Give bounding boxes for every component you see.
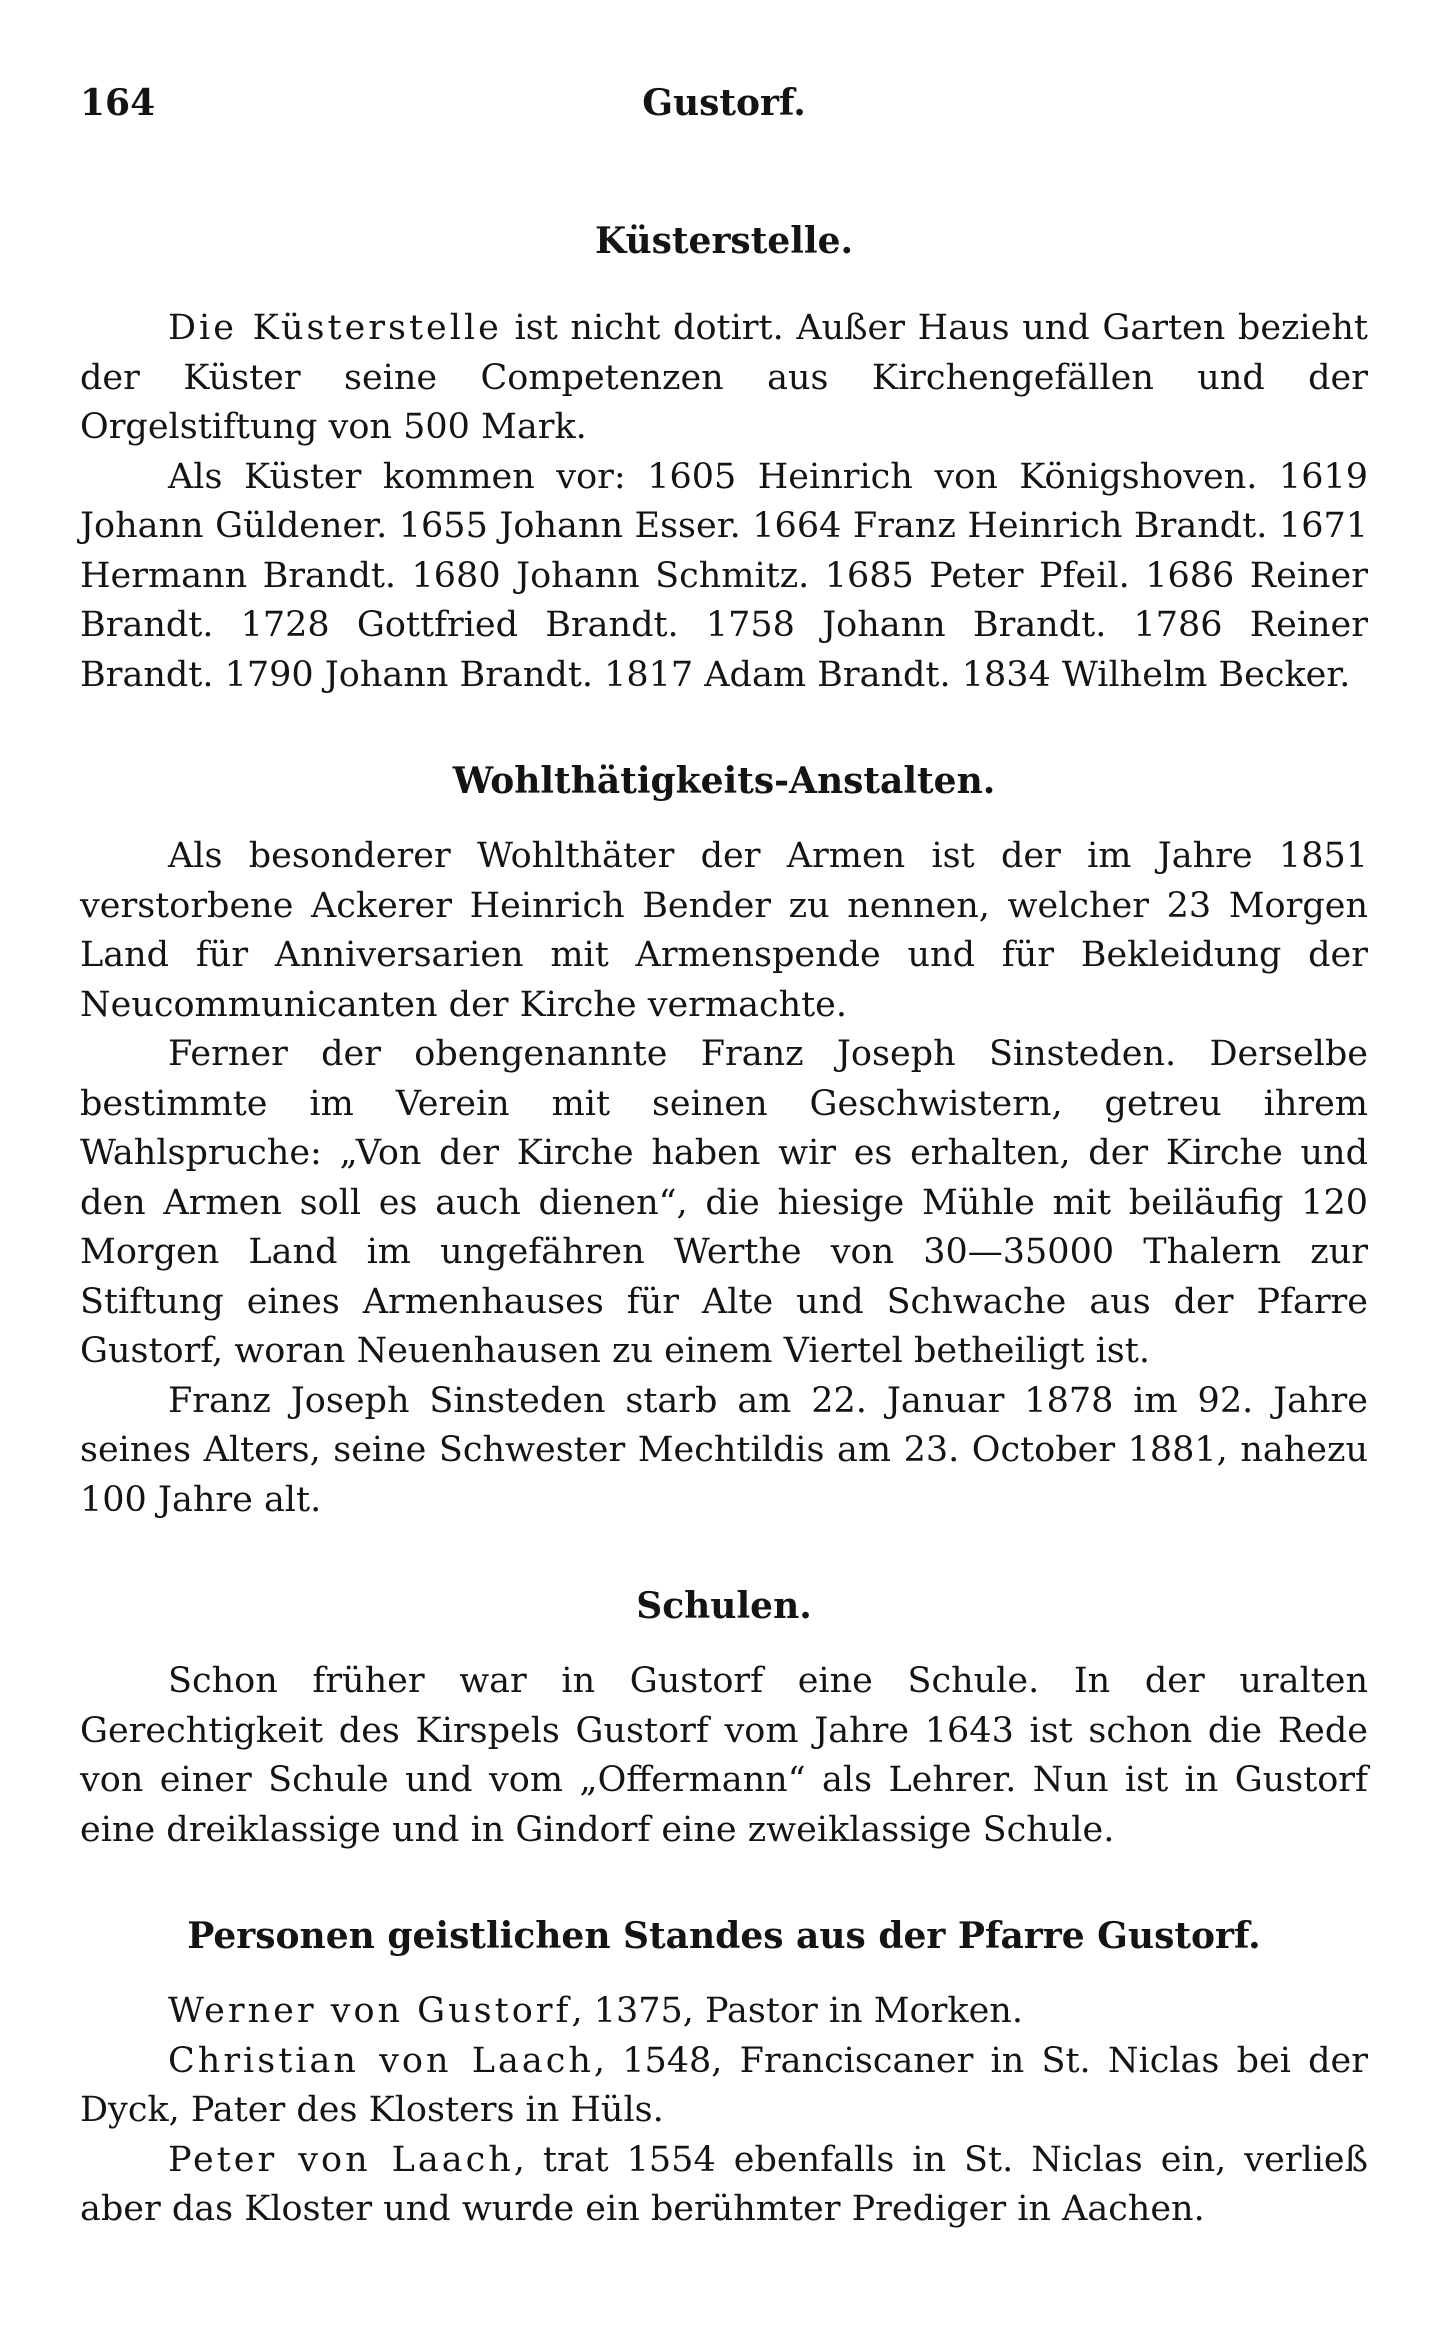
person-name: Werner von Gustorf bbox=[168, 1991, 572, 2031]
person-entry bbox=[80, 2037, 1368, 2136]
paragraph-text: ist nicht dotirt. Außer Haus und Garten bezieht der Küster seine Competenzen aus Kirchengefällen und der Orgelstiftung von 500 Mark. bbox=[80, 308, 1368, 447]
person-entry bbox=[80, 1987, 1368, 2037]
person-name: Peter von Laach bbox=[168, 2139, 514, 2180]
heading-wohlthaetigkeit: Wohlthätigkeits-Anstalten. bbox=[452, 760, 996, 802]
person-text: , 1548, Franciscaner in St. Niclas bei der Dyck, Pater des Klosters in Hüls. bbox=[80, 2040, 1368, 2130]
paragraph-kuesterstelle-2: Als Küster kommen vor: 1605 Heinrich von Königshoven. 1619 Johann Güldener. 1655 Johann Esser. 1664 Franz Heinrich Brandt. 1671 Hermann Brandt. 1680 Johann Schmitz. 1685 Peter Pfeil. 1686 Reiner Brandt. 1728 Gottfried Brandt. 1758 Johann Brandt. 1786 Reiner Brandt. 1790 Johann Brandt. 1817 Adam Brandt. 1834 Wilhelm Becker. bbox=[80, 456, 1368, 695]
paragraph-wohlthaetigkeit-3: Franz Joseph Sinsteden starb am 22. Januar 1878 im 92. Jahre seines Alters, seine Schwester Mechtildis am 23. October 1881, nahezu 100 Jahre alt. bbox=[80, 1380, 1368, 1520]
running-head bbox=[80, 78, 1368, 128]
page-number: 164 bbox=[80, 82, 156, 124]
heading-schulen: Schulen. bbox=[636, 1585, 812, 1627]
paragraph-wohlthaetigkeit-1: Als besonderer Wohlthäter der Armen ist der im Jahre 1851 verstorbene Ackerer Heinrich Bender zu nennen, welcher 23 Morgen Land für Anniversarien mit Armenspende und für Bekleidung der Neucommunicanten der Kirche vermachte. bbox=[80, 836, 1368, 1025]
running-title: Gustorf. bbox=[642, 82, 806, 124]
person-name: Christian von Laach bbox=[168, 2040, 594, 2081]
paragraph-kuesterstelle-1 bbox=[80, 304, 1368, 453]
heading-personen: Personen geistlichen Standes aus der Pfarre Gustorf. bbox=[187, 1915, 1261, 1957]
person-text: , 1375, Pastor in Morken. bbox=[571, 1991, 1023, 2031]
person-entry bbox=[80, 2136, 1368, 2235]
paragraph-schulen-1: Schon früher war in Gustorf eine Schule. In der uralten Gerechtigkeit des Kirspels Gustorf vom Jahre 1643 ist schon die Rede von einer Schule und vom „Offermann“ als Lehrer. Nun ist in Gustorf eine dreiklassige und in Gindorf eine zweiklassige Schule. bbox=[80, 1661, 1368, 1850]
spaced-term: Die Küsterstelle bbox=[168, 308, 502, 348]
heading-kuesterstelle: Küsterstelle. bbox=[594, 220, 854, 262]
paragraph-wohlthaetigkeit-2: Ferner der obengenannte Franz Joseph Sinsteden. Derselbe bestimmte im Verein mit seinen Geschwistern, getreu ihrem Wahlspruche: „Von der Kirche haben wir es erhalten, der Kirche und den Armen soll es auch dienen“, die hiesige Mühle mit beiläufig 120 Morgen Land im ungefähren Werthe von 30—35000 Thalern zur Stiftung eines Armenhauses für Alte und Schwache aus der Pfarre Gustorf, woran Neuenhausen zu einem Viertel betheiligt ist. bbox=[80, 1034, 1368, 1371]
person-text: , trat 1554 ebenfalls in St. Niclas ein, verließ aber das Kloster und wurde ein berühmter Prediger in Aachen. bbox=[80, 2139, 1368, 2229]
